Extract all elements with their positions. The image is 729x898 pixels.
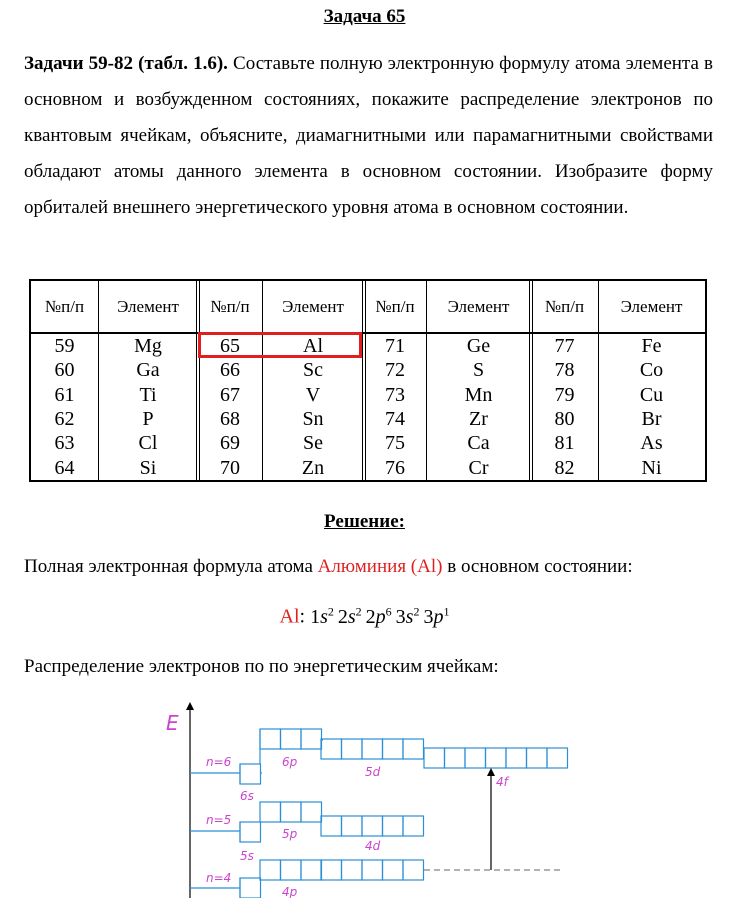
table-cell-number: 68 [220,407,240,430]
task-lead: Задачи 59-82 (табл. 1.6). [24,53,228,74]
table-cell-number: 72 [385,359,405,382]
formula-symbol: Al [279,605,300,628]
header-number: № п/п [44,296,85,316]
table-cell-number: 77 [554,335,575,357]
orbital-cell-4p [260,860,281,880]
group-divider [196,281,197,480]
table-cell-number: 75 [385,432,405,455]
orbital-cell-4d [342,816,363,836]
orbital-cell-6p [260,729,281,749]
table-cell-number: 78 [554,359,575,382]
orbital-cell-5p [301,802,322,822]
orbital-cell-3d [362,860,383,880]
orbital-cell-4f [424,748,445,768]
table-header [31,281,198,334]
energy-cells-diagram [150,700,580,898]
orbital-cell-5p [281,802,302,822]
element-name: Алюминия (Al) [317,556,443,577]
table-cell-element: Ni [641,456,662,479]
table-group [198,281,364,480]
table-cell-element: P [142,407,154,430]
table-cell-number: 82 [554,456,575,479]
table-header [198,281,364,334]
table-cell-element: Sc [303,359,323,382]
table-cell-element: Ge [466,335,491,357]
sublevel-label: 4f [496,775,508,789]
sublevel-label: 6s [240,789,254,803]
orbital-cell-5d [321,739,342,759]
orbital-cell-5d [403,739,424,759]
header-element: Элемент [117,296,179,316]
table-cell-element: Cu [639,383,664,406]
table-cell-element: Al [303,335,323,357]
table-group [364,281,531,480]
table-cell-number: 63 [54,432,75,455]
orbital-cell-6p [281,729,302,749]
arrow-head-icon [487,768,495,776]
table-cell-number: 61 [54,383,75,406]
table-cell-element: As [640,432,663,455]
orbital-cell-4d [362,816,383,836]
elements-table [29,279,707,482]
table-cell-element: Zr [469,407,488,430]
page-title: Задача 65 [323,6,406,27]
sublevel-label: 6p [282,755,298,769]
header-element: Элемент [282,296,344,316]
distribution-intro: Распределение электронов по по энергетическим ячейкам: [24,656,499,677]
orbital-cell-4p [281,860,302,880]
table-cell-element: Mn [464,383,493,406]
orbital-cell-4f [527,748,548,768]
table-cell-element: Fe [641,335,662,357]
table-cell-element: Br [641,407,662,430]
orbital-cell-6p [301,729,322,749]
table-cell-element: Si [139,456,157,479]
level-label: n=4 [206,871,232,885]
orbital-cell-5d [383,739,404,759]
task-body: Составьте полную электронную формулу атома элемента в основном и возбужденном состояниях, покажите распределение электронов по квантовым ячейкам, объясните, диамагнитными или парамагнитными свойствами обладают атомы данного элемента в основном состоянии. Изобразите форму орбиталей внешнего энергетического уровня атома в основном состоянии. [24,53,714,218]
header-number: № п/п [375,296,415,316]
formula-intro-after: в основном состоянии: [442,556,633,577]
table-cell-number: 60 [54,359,75,382]
table-cell-number: 64 [54,456,75,479]
orbital-cell-5p [260,802,281,822]
orbital-cell-3d [403,860,424,880]
task-text [24,46,713,226]
level-label: n=6 [206,755,232,769]
formula-term: $3s^2$ [395,604,420,628]
table-cell-element: Zn [301,456,325,479]
formula-term: $3p^1$ [423,604,450,628]
orbital-cell-4d [383,816,404,836]
orbital-cell-3d [342,860,363,880]
table-cell-number: 73 [385,383,405,406]
orbital-cell-4s [240,878,261,898]
header-element: Элемент [620,296,683,316]
orbital-cell-4f [506,748,527,768]
table-cell-number: 79 [554,383,575,406]
table-cell-element: S [472,359,485,382]
table-cell-number: 81 [554,432,575,455]
table-cell-element: Mg [134,335,162,357]
table-cell-number: 66 [220,359,240,382]
formula-sep: : [299,605,311,628]
sublevel-label: 5s [240,849,254,863]
table-cell-element: Cr [468,456,489,479]
table-cell-element: V [305,383,321,406]
solution-heading: Решение: [324,511,405,532]
orbital-cell-5d [342,739,363,759]
table-cell-element: Sn [302,407,324,430]
orbital-cell-4p [301,860,322,880]
group-divider [362,281,363,480]
formula-term: $2s^2$ [337,604,362,628]
table-header [531,281,705,334]
orbital-cell-4d [321,816,342,836]
orbital-cell-4d [403,816,424,836]
group-divider [529,281,530,480]
table-cell-number: 76 [385,456,405,479]
axis-arrow-icon [186,702,194,710]
header-number: № п/п [210,296,250,316]
level-label: n=5 [206,813,232,827]
table-cell-element: Ga [136,359,160,382]
table-group [531,281,705,480]
sublevel-label: 5p [282,827,298,841]
table-cell-number: 80 [554,407,575,430]
table-cell-number: 65 [220,335,240,357]
table-cell-element: Ca [467,432,490,455]
table-cell-number: 69 [220,432,240,455]
table-cell-element: Se [303,432,323,455]
orbital-cell-5d [362,739,383,759]
table-cell-number: 71 [385,335,405,357]
orbital-cell-4f [465,748,486,768]
table-header [364,281,531,334]
orbital-cell-4f [547,748,568,768]
table-cell-number: 67 [220,383,240,406]
formula-intro [24,556,633,578]
table-cell-number: 74 [385,407,405,430]
highlight-frame [198,332,362,358]
header-element: Элемент [447,296,510,316]
sublevel-label: 4p [282,885,298,898]
table-cell-element: Co [639,359,664,382]
axis-label: E [166,711,179,735]
sublevel-label: 4d [365,839,381,853]
formula-term: $1s^2$ [310,604,334,628]
table-cell-number: 62 [54,407,75,430]
orbital-cell-4f [445,748,466,768]
table-cell-element: Ti [139,383,157,406]
orbital-cell-3d [383,860,404,880]
formula-intro-before: Полная электронная формула атома [24,556,318,577]
formula-term: $2p^6$ [365,604,392,628]
electron-formula [0,604,729,629]
table-cell-element: Cl [138,432,158,455]
orbital-cell-4f [486,748,507,768]
orbital-cell-5s [240,822,261,842]
sublevel-label: 5d [365,765,381,779]
table-cell-number: 70 [220,456,240,479]
orbital-cell-3d [321,860,342,880]
table-group [31,281,198,480]
table-cell-number: 59 [54,335,75,357]
header-number: № п/п [544,296,585,316]
orbital-cell-6s [240,764,261,784]
